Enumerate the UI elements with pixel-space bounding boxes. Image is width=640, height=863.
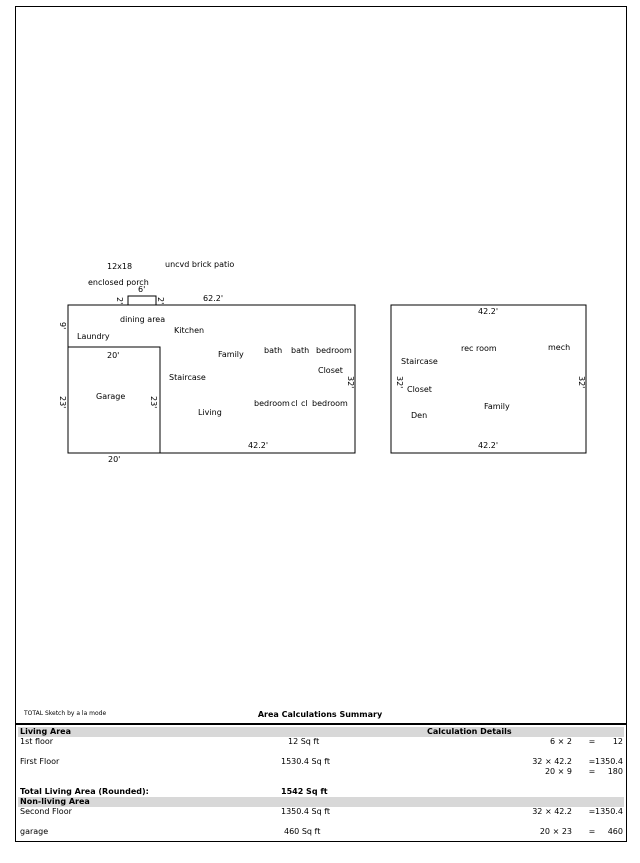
calc-expression: 20 × 23 [539, 827, 572, 836]
bedroom-1-label: bedroom [316, 346, 352, 355]
area-calculations-summary [16, 723, 626, 841]
porch-left-label: 2' [115, 297, 124, 305]
closet-a-label: cl [291, 399, 298, 408]
area-value: 460 Sq ft [284, 827, 321, 836]
area-value: 1530.4 Sq ft [281, 757, 331, 766]
area-name: garage [20, 827, 49, 836]
left-dim-2-label: 32' [395, 376, 404, 389]
den-label: Den [411, 411, 428, 420]
bath-2-label: bath [291, 346, 310, 355]
family-label: Family [218, 350, 244, 359]
right-dim-1-label: 32' [346, 376, 355, 389]
closet-2-label: Closet [407, 385, 432, 394]
garage-label: Garage [96, 392, 126, 401]
calc-equals: = [588, 807, 596, 816]
laundry-label: Laundry [77, 332, 110, 341]
top-width-label: 62.2' [203, 294, 224, 303]
closet-1-label: Closet [318, 366, 343, 375]
patio-label: uncvd brick patio [165, 260, 235, 269]
top-dim-2-label: 42.2' [478, 307, 499, 316]
non-living-area-header [18, 797, 624, 807]
calc-result: 1350.4 [595, 757, 623, 766]
calc-result: 12 [612, 737, 623, 746]
calc-expression: 6 × 2 [550, 737, 572, 746]
bottom-dim-2-label: 42.2' [478, 441, 499, 450]
bath-1-label: bath [264, 346, 283, 355]
calc-expression: 20 × 9 [544, 767, 572, 776]
area-name: Second Floor [20, 807, 72, 816]
software-brand: TOTAL Sketch by a la mode [24, 710, 107, 717]
living-area-header [18, 727, 624, 737]
total-living-row [16, 787, 626, 797]
calculation-details-heading: Calculation Details [427, 727, 512, 736]
bedroom-3-label: bedroom [312, 399, 348, 408]
calc-result: 460 [607, 827, 623, 836]
rec-room-label: rec room [461, 344, 497, 353]
calc-expression: 32 × 42.2 [532, 807, 572, 816]
living-area-heading: Living Area [20, 727, 71, 736]
porch-outline [128, 296, 156, 305]
summary-title: Area Calculations Summary [257, 710, 383, 719]
first-floor-outline [68, 305, 355, 453]
family-2-label: Family [484, 402, 510, 411]
area-value: 1350.4 Sq ft [281, 807, 331, 816]
patio-size-label: 12x18 [107, 262, 133, 271]
garage-bottom-label: 20' [108, 455, 121, 464]
total-living-value: 1542 Sq ft [281, 787, 328, 796]
total-living-label: Total Living Area (Rounded): [20, 787, 149, 796]
calc-expression: 32 × 42.2 [532, 757, 572, 766]
kitchen-label: Kitchen [174, 326, 205, 335]
calc-equals: = [588, 827, 596, 836]
staircase-2-label: Staircase [401, 357, 438, 366]
bottom-dim-1-label: 42.2' [248, 441, 269, 450]
area-name: 1st floor [20, 737, 54, 746]
calc-result: 180 [607, 767, 623, 776]
bedroom-2-label: bedroom [254, 399, 290, 408]
area-name: First Floor [20, 757, 60, 766]
right-dim-2-label: 32' [577, 376, 586, 389]
mech-label: mech [548, 343, 571, 352]
calc-equals: = [588, 767, 596, 776]
non-living-area-heading: Non-living Area [20, 797, 90, 806]
calc-equals: = [588, 757, 596, 766]
staircase-1-label: Staircase [169, 373, 206, 382]
area-value: 12 Sq ft [288, 737, 320, 746]
left-dim-label: 9' [58, 322, 67, 330]
porch-width-label: 6' [138, 285, 146, 294]
closet-b-label: cl [301, 399, 308, 408]
calc-equals: = [588, 737, 596, 746]
living-label: Living [198, 408, 222, 417]
garage-right-label: 23' [149, 396, 158, 409]
garage-top-label: 20' [107, 351, 120, 360]
garage-left-label: 23' [58, 396, 67, 409]
dining-area-label: dining area [120, 315, 166, 324]
porch-right-label: 2' [156, 297, 165, 305]
enclosed-porch-label: enclosed porch [88, 278, 149, 287]
second-floor-outline [391, 305, 586, 453]
calc-result: 1350.4 [595, 807, 623, 816]
